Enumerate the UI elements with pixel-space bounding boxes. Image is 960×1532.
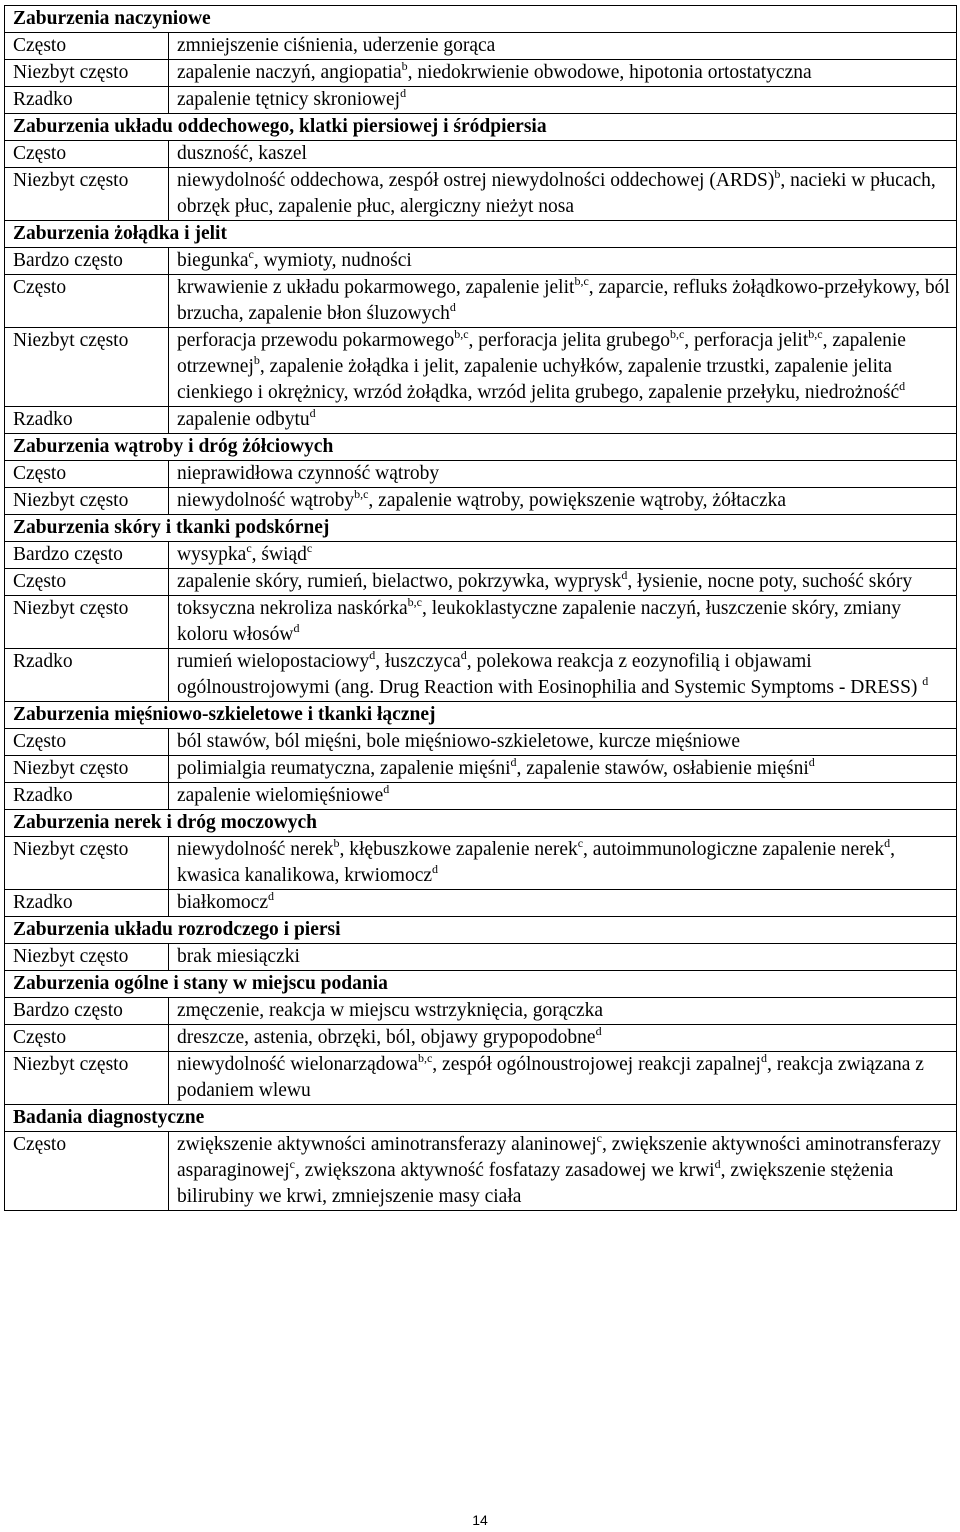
footnote-marker: d	[383, 781, 390, 796]
footnote-marker: b	[253, 352, 260, 367]
section-header-row	[5, 917, 957, 944]
footnote-marker: b	[774, 166, 781, 181]
footnote-marker: d	[595, 1023, 602, 1038]
section-header-row	[5, 6, 957, 33]
footnote-marker: d	[884, 835, 891, 850]
reactions-cell	[169, 328, 957, 407]
footnote-marker: b,c	[574, 273, 589, 288]
reaction-row	[5, 328, 957, 407]
reaction-text: , zapalenie żołądka i jelit, zapalenie uchyłków, zapalenie trzustki, zapalenie jelita cienkiego i okrężnicy, wrzód żołądka, wrzód jelita grubego, zapalenie przełyku, niedrożność	[177, 356, 900, 403]
reaction-text: , zespół ogólnoustrojowej reakcji zapalnej	[432, 1054, 761, 1075]
reactions-cell	[169, 542, 957, 569]
reaction-row	[5, 729, 957, 756]
reactions-cell	[169, 569, 957, 596]
footnote-marker: d	[432, 861, 439, 876]
footnote-marker: b	[333, 835, 340, 850]
reaction-text: zapalenie wielomięśniowe	[177, 785, 384, 806]
reaction-text: , kwasica kanalikowa, krwiomocz	[177, 839, 895, 886]
frequency-cell: Rzadko	[5, 87, 169, 114]
reaction-text: , łuszczyca	[375, 651, 461, 672]
reaction-text: perforacja przewodu pokarmowego	[177, 330, 455, 351]
section-title: Zaburzenia wątroby i dróg żółciowych	[5, 434, 957, 461]
reaction-text: , zapalenie wątroby, powiększenie wątroby, żółtaczka	[368, 490, 787, 511]
reaction-text: niewydolność wielonarządowa	[177, 1054, 418, 1075]
footnote-marker: d	[400, 85, 407, 100]
frequency-cell: Często	[5, 461, 169, 488]
reactions-cell	[169, 729, 957, 756]
reaction-text: , perforacja jelita grubego	[468, 330, 670, 351]
reaction-row	[5, 998, 957, 1025]
reaction-row	[5, 275, 957, 328]
section-title: Zaburzenia układu rozrodczego i piersi	[5, 917, 957, 944]
adverse-reactions-table-body	[5, 6, 957, 1211]
reaction-row	[5, 890, 957, 917]
footnote-marker: d	[922, 673, 929, 688]
reaction-text: polimialgia reumatyczna, zapalenie mięśni	[177, 758, 511, 779]
reaction-row	[5, 756, 957, 783]
footnote-marker: b	[401, 58, 408, 73]
reaction-row	[5, 944, 957, 971]
footnote-marker: d	[899, 378, 906, 393]
frequency-cell: Rzadko	[5, 649, 169, 702]
frequency-cell: Niezbyt często	[5, 944, 169, 971]
frequency-cell: Bardzo często	[5, 248, 169, 275]
frequency-cell: Rzadko	[5, 890, 169, 917]
reaction-row	[5, 1025, 957, 1052]
frequency-cell: Często	[5, 1025, 169, 1052]
reaction-text: ból stawów, ból mięśni, bole mięśniowo-szkieletowe, kurcze mięśniowe	[177, 731, 741, 752]
reactions-cell	[169, 488, 957, 515]
section-header-row	[5, 221, 957, 248]
reaction-text: , leukoklastyczne zapalenie naczyń, łuszczenie skóry, zmiany koloru włosów	[177, 598, 901, 645]
frequency-cell: Często	[5, 569, 169, 596]
adverse-reactions-table	[4, 5, 957, 1211]
reaction-text: , zwiększona aktywność fosfatazy zasadowej we krwi	[294, 1160, 715, 1181]
reaction-row	[5, 248, 957, 275]
footnote-marker: c	[596, 1130, 602, 1145]
page-number: 14	[472, 1512, 488, 1528]
reaction-text: niewydolność nerek	[177, 839, 334, 860]
section-header-row	[5, 515, 957, 542]
reaction-text: nieprawidłowa czynność wątroby	[177, 463, 440, 484]
reaction-row	[5, 1052, 957, 1105]
frequency-cell: Niezbyt często	[5, 596, 169, 649]
footnote-marker: c	[289, 1156, 295, 1171]
frequency-cell: Niezbyt często	[5, 60, 169, 87]
reactions-cell	[169, 596, 957, 649]
reaction-text: zmęczenie, reakcja w miejscu wstrzyknięcia, gorączka	[177, 1000, 604, 1021]
reactions-cell	[169, 1132, 957, 1211]
reaction-row	[5, 569, 957, 596]
reactions-cell	[169, 890, 957, 917]
footnote-marker: b,c	[808, 326, 823, 341]
reactions-cell	[169, 168, 957, 221]
reaction-row	[5, 87, 957, 114]
reaction-text: biegunka	[177, 250, 249, 271]
frequency-cell: Bardzo często	[5, 998, 169, 1025]
footnote-marker: c	[306, 540, 313, 555]
section-title: Zaburzenia układu oddechowego, klatki piersiowej i śródpiersia	[5, 114, 957, 141]
footnote-marker: c	[246, 540, 252, 555]
reactions-cell	[169, 649, 957, 702]
footnote-marker: d	[309, 405, 316, 420]
reaction-text: niewydolność wątroby	[177, 490, 355, 511]
section-title: Zaburzenia naczyniowe	[5, 6, 957, 33]
reaction-row	[5, 141, 957, 168]
reaction-text: zapalenie skóry, rumień, bielactwo, pokrzywka, wyprysk	[177, 571, 622, 592]
reaction-row	[5, 488, 957, 515]
footnote-marker: d	[808, 754, 815, 769]
frequency-cell: Niezbyt często	[5, 488, 169, 515]
reaction-row	[5, 596, 957, 649]
section-header-row	[5, 114, 957, 141]
section-title: Zaburzenia mięśniowo-szkieletowe i tkanki łącznej	[5, 702, 957, 729]
reaction-text: niewydolność oddechowa, zespół ostrej niewydolności oddechowej (ARDS)	[177, 170, 775, 191]
footnote-marker: b,c	[407, 594, 422, 609]
reaction-text: , zapalenie stawów, osłabienie mięśni	[516, 758, 809, 779]
frequency-cell: Rzadko	[5, 783, 169, 810]
footnote-marker: b,c	[454, 326, 469, 341]
reactions-cell	[169, 248, 957, 275]
reaction-row	[5, 407, 957, 434]
section-header-row	[5, 702, 957, 729]
reaction-row	[5, 649, 957, 702]
reaction-text: , autoimmunologiczne zapalenie nerek	[583, 839, 885, 860]
footnote-marker: b,c	[669, 326, 685, 341]
reactions-cell	[169, 141, 957, 168]
reaction-text: brak miesiączki	[177, 946, 300, 967]
footnote-marker: d	[510, 754, 517, 769]
reaction-text: dreszcze, astenia, obrzęki, ból, objawy grypopodobne	[177, 1027, 596, 1048]
section-header-row	[5, 810, 957, 837]
reaction-text: , zwiększenie stężenia bilirubiny we krwi, zmniejszenie masy ciała	[177, 1160, 894, 1207]
section-title: Zaburzenia skóry i tkanki podskórnej	[5, 515, 957, 542]
reactions-cell	[169, 461, 957, 488]
reaction-text: , zaparcie, refluks żołądkowo-przełykowy, ból brzucha, zapalenie błon śluzowych	[177, 277, 950, 324]
frequency-cell: Często	[5, 729, 169, 756]
reactions-cell	[169, 837, 957, 890]
reaction-row	[5, 168, 957, 221]
section-title: Zaburzenia nerek i dróg moczowych	[5, 810, 957, 837]
footnote-marker: d	[621, 567, 628, 582]
reaction-text: białkomocz	[177, 892, 268, 913]
reaction-text: , świąd	[251, 544, 307, 565]
frequency-cell: Niezbyt często	[5, 168, 169, 221]
footnote-marker: d	[460, 647, 467, 662]
footnote-marker: d	[267, 888, 274, 903]
footnote-marker: d	[760, 1050, 767, 1065]
frequency-cell: Bardzo często	[5, 542, 169, 569]
reaction-text: toksyczna nekroliza naskórka	[177, 598, 408, 619]
frequency-cell: Często	[5, 275, 169, 328]
reaction-text: , perforacja jelit	[684, 330, 809, 351]
footnote-marker: d	[293, 620, 300, 635]
reactions-cell	[169, 783, 957, 810]
reactions-cell	[169, 33, 957, 60]
reactions-cell	[169, 275, 957, 328]
footnote-marker: c	[577, 835, 584, 850]
reactions-cell	[169, 1052, 957, 1105]
reactions-cell	[169, 87, 957, 114]
section-title: Zaburzenia ogólne i stany w miejscu podania	[5, 971, 957, 998]
frequency-cell: Niezbyt często	[5, 1052, 169, 1105]
reaction-text: zapalenie tętnicy skroniowej	[177, 89, 401, 110]
frequency-cell: Często	[5, 1132, 169, 1211]
reaction-text: krwawienie z układu pokarmowego, zapalenie jelit	[177, 277, 575, 298]
frequency-cell: Niezbyt często	[5, 328, 169, 407]
reaction-text: zwiększenie aktywności aminotransferazy alaninowej	[177, 1134, 597, 1155]
footnote-marker: b,c	[417, 1050, 433, 1065]
reaction-text: , kłębuszkowe zapalenie nerek	[339, 839, 578, 860]
section-title: Zaburzenia żołądka i jelit	[5, 221, 957, 248]
frequency-cell: Często	[5, 33, 169, 60]
footnote-marker: d	[449, 299, 456, 314]
reaction-row	[5, 60, 957, 87]
reaction-text: zapalenie odbytu	[177, 409, 310, 430]
reactions-cell	[169, 756, 957, 783]
frequency-cell: Rzadko	[5, 407, 169, 434]
reaction-text: zmniejszenie ciśnienia, uderzenie gorąca	[177, 35, 496, 56]
reaction-text: , zapalenie otrzewnej	[177, 330, 906, 377]
reaction-text: , polekowa reakcja z eozynofilią i objawami ogólnoustrojowymi (ang. Drug Reaction with Eosinophilia and Systemic Symptoms - DRESS)	[177, 651, 923, 698]
reaction-text: , nacieki w płucach, obrzęk płuc, zapalenie płuc, alergiczny nieżyt nosa	[177, 170, 936, 217]
reaction-text: zapalenie naczyń, angiopatia	[177, 62, 402, 83]
reaction-text: rumień wielopostaciowy	[177, 651, 370, 672]
footnote-marker: c	[248, 246, 254, 261]
frequency-cell: Niezbyt często	[5, 756, 169, 783]
reactions-cell	[169, 944, 957, 971]
reactions-cell	[169, 1025, 957, 1052]
reaction-row	[5, 783, 957, 810]
frequency-cell: Niezbyt często	[5, 837, 169, 890]
reaction-row	[5, 837, 957, 890]
reaction-row	[5, 461, 957, 488]
reactions-cell	[169, 998, 957, 1025]
reaction-row	[5, 1132, 957, 1211]
reactions-cell	[169, 407, 957, 434]
footnote-marker: d	[369, 647, 376, 662]
reaction-text: , wymioty, nudności	[253, 250, 412, 271]
reaction-text: , łysienie, nocne poty, suchość skóry	[627, 571, 913, 592]
reaction-row	[5, 33, 957, 60]
footnote-marker: b,c	[354, 486, 369, 501]
reaction-text: , zwiększenie aktywności aminotransferazy asparaginowej	[177, 1134, 941, 1181]
reactions-cell	[169, 60, 957, 87]
reaction-text: , niedokrwienie obwodowe, hipotonia ortostatyczna	[407, 62, 812, 83]
footnote-marker: d	[714, 1156, 721, 1171]
frequency-cell: Często	[5, 141, 169, 168]
section-title: Badania diagnostyczne	[5, 1105, 957, 1132]
section-header-row	[5, 971, 957, 998]
reaction-row	[5, 542, 957, 569]
section-header-row	[5, 1105, 957, 1132]
section-header-row	[5, 434, 957, 461]
reaction-text: duszność, kaszel	[177, 143, 307, 164]
reaction-text: , reakcja związana z podaniem wlewu	[177, 1054, 924, 1101]
reaction-text: wysypka	[177, 544, 247, 565]
